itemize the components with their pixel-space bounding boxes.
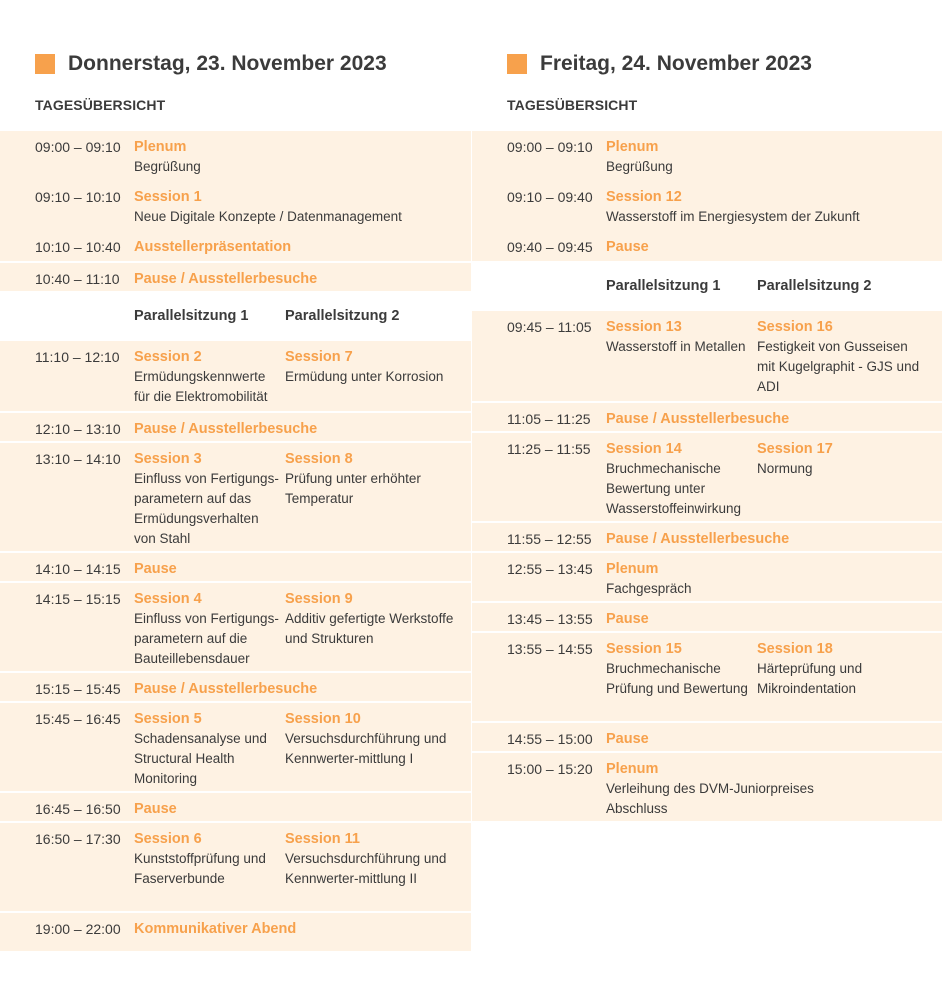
row-label-1: Session 13 bbox=[606, 319, 682, 335]
schedule-row bbox=[472, 403, 942, 431]
row-label: Pause / Ausstellerbesuche bbox=[134, 681, 318, 697]
row-desc-2: Additiv gefertigte Werkstoffe und Strukturen bbox=[285, 611, 454, 646]
day-title bbox=[507, 52, 812, 76]
row-time: 14:55 – 15:00 bbox=[507, 731, 593, 747]
row-time: 11:55 – 12:55 bbox=[507, 531, 592, 547]
row-time: 14:15 – 15:15 bbox=[35, 591, 121, 607]
row-label-1: Session 5 bbox=[134, 711, 202, 727]
row-label: Plenum bbox=[134, 139, 187, 155]
row-label: Plenum bbox=[606, 139, 659, 155]
row-time: 12:55 – 13:45 bbox=[507, 561, 593, 577]
row-label-2: Session 18 bbox=[757, 641, 833, 657]
row-label-1: Session 4 bbox=[134, 591, 202, 607]
schedule-row bbox=[0, 231, 471, 261]
schedule-row bbox=[0, 583, 471, 671]
row-label-1: Session 6 bbox=[134, 831, 202, 847]
day-title-text: Donnerstag, 23. November 2023 bbox=[68, 52, 387, 75]
row-desc-1: Bruchmechanische Prüfung und Bewertung bbox=[606, 661, 748, 696]
row-label-2: Session 8 bbox=[285, 451, 353, 467]
schedule-row bbox=[472, 181, 942, 231]
schedule-row bbox=[472, 433, 942, 521]
day-title bbox=[35, 52, 387, 76]
row-label: Pause / Ausstellerbesuche bbox=[606, 411, 790, 427]
schedule-row bbox=[0, 703, 471, 791]
row-desc-1: Kunststoffprüfung und Faserverbunde bbox=[134, 851, 266, 886]
row-desc: Fachgespräch bbox=[606, 581, 692, 596]
parallel-header-2: Parallelsitzung 2 bbox=[285, 308, 400, 324]
schedule-row bbox=[472, 311, 942, 401]
day-subtitle: TAGESÜBERSICHT bbox=[507, 97, 638, 113]
row-time: 10:10 – 10:40 bbox=[35, 239, 121, 255]
row-desc: Neue Digitale Konzepte / Datenmanagement bbox=[134, 209, 402, 224]
schedule-row bbox=[472, 553, 942, 601]
schedule-row bbox=[472, 231, 942, 261]
schedule-list bbox=[472, 131, 942, 821]
row-label-2: Session 16 bbox=[757, 319, 833, 335]
schedule-row bbox=[0, 673, 471, 701]
row-time: 13:55 – 14:55 bbox=[507, 641, 593, 657]
row-desc-2: Ermüdung unter Korrosion bbox=[285, 369, 444, 384]
schedule-row bbox=[0, 913, 471, 951]
row-label: Session 1 bbox=[134, 189, 202, 205]
schedule-row bbox=[0, 131, 471, 181]
schedule-row bbox=[0, 823, 471, 911]
row-time: 09:40 – 09:45 bbox=[507, 239, 593, 255]
row-label-1: Session 15 bbox=[606, 641, 682, 657]
row-time: 16:50 – 17:30 bbox=[35, 831, 121, 847]
row-desc-2: Versuchsdurchführung und Kennwerter-mittlung I bbox=[285, 731, 447, 766]
row-time: 10:40 – 11:10 bbox=[35, 271, 120, 287]
row-desc-1: Einfluss von Fertigungs-parametern auf die Bauteillebensdauer bbox=[134, 611, 279, 666]
schedule-row bbox=[0, 553, 471, 581]
row-desc-1: Ermüdungskennwerte für die Elektromobilität bbox=[134, 369, 268, 404]
schedule-list bbox=[0, 131, 471, 951]
row-time: 09:00 – 09:10 bbox=[507, 139, 593, 155]
row-time: 19:00 – 22:00 bbox=[35, 921, 121, 937]
row-label-2: Session 7 bbox=[285, 349, 353, 365]
row-label-1: Session 3 bbox=[134, 451, 202, 467]
schedule-row bbox=[472, 753, 942, 821]
row-time: 09:10 – 10:10 bbox=[35, 189, 121, 205]
schedule-row bbox=[472, 633, 942, 721]
row-label: Kommunikativer Abend bbox=[134, 921, 297, 937]
day-title-text: Freitag, 24. November 2023 bbox=[540, 52, 812, 75]
row-label: Pause / Ausstellerbesuche bbox=[606, 531, 790, 547]
row-time: 09:00 – 09:10 bbox=[35, 139, 121, 155]
schedule-row bbox=[472, 523, 942, 551]
schedule-row bbox=[0, 181, 471, 231]
row-label: Pause / Ausstellerbesuche bbox=[134, 271, 318, 287]
row-time: 15:15 – 15:45 bbox=[35, 681, 121, 697]
row-label: Plenum bbox=[606, 561, 659, 577]
row-time: 11:05 – 11:25 bbox=[507, 411, 591, 427]
schedule-row bbox=[472, 603, 942, 631]
schedule-row bbox=[472, 131, 942, 181]
row-label: Pause bbox=[606, 239, 649, 255]
row-label-2: Session 9 bbox=[285, 591, 353, 607]
row-label: Pause bbox=[134, 561, 177, 577]
row-time: 12:10 – 13:10 bbox=[35, 421, 121, 437]
row-desc: Begrüßung bbox=[606, 159, 673, 174]
day-subtitle: TAGESÜBERSICHT bbox=[35, 97, 166, 113]
parallel-header-row bbox=[0, 291, 471, 341]
schedule-row bbox=[0, 263, 471, 291]
row-time: 13:10 – 14:10 bbox=[35, 451, 121, 467]
row-label-2: Session 11 bbox=[285, 831, 360, 847]
row-label: Ausstellerpräsentation bbox=[134, 239, 292, 255]
row-desc-2: Härteprüfung und Mikroindentation bbox=[757, 661, 863, 696]
parallel-header-1: Parallelsitzung 1 bbox=[134, 308, 249, 324]
row-desc-2: Versuchsdurchführung und Kennwerter-mittlung II bbox=[285, 851, 447, 886]
row-desc-1: Einfluss von Fertigungs-parametern auf das Ermüdungsverhalten von Stahl bbox=[134, 471, 279, 546]
schedule-row bbox=[0, 413, 471, 441]
row-desc: Wasserstoff im Energiesystem der Zukunft bbox=[606, 209, 860, 224]
row-time: 14:10 – 14:15 bbox=[35, 561, 121, 577]
schedule-row bbox=[0, 443, 471, 551]
row-desc: Begrüßung bbox=[134, 159, 201, 174]
orange-square-icon bbox=[35, 54, 55, 74]
row-time: 16:45 – 16:50 bbox=[35, 801, 121, 817]
row-time: 11:10 – 12:10 bbox=[35, 349, 120, 365]
row-label: Pause bbox=[606, 731, 649, 747]
row-time: 13:45 – 13:55 bbox=[507, 611, 593, 627]
row-time: 15:00 – 15:20 bbox=[507, 761, 593, 777]
row-time: 09:10 – 09:40 bbox=[507, 189, 593, 205]
orange-square-icon bbox=[507, 54, 527, 74]
row-time: 11:25 – 11:55 bbox=[507, 441, 591, 457]
row-desc-2: Normung bbox=[757, 461, 813, 476]
parallel-header-row bbox=[472, 261, 942, 311]
schedule-row bbox=[0, 793, 471, 821]
row-desc-1: Wasserstoff in Metallen bbox=[606, 339, 746, 354]
parallel-header-2: Parallelsitzung 2 bbox=[757, 278, 872, 294]
row-label-1: Session 2 bbox=[134, 349, 202, 365]
row-desc-1: Bruchmechanische Bewertung unter Wasserstoffeinwirkung bbox=[606, 461, 742, 516]
row-label-2: Session 10 bbox=[285, 711, 361, 727]
row-desc: Verleihung des DVM-Juniorpreises Abschluss bbox=[606, 781, 814, 816]
row-desc-2: Prüfung unter erhöhter Temperatur bbox=[285, 471, 421, 506]
row-label-2: Session 17 bbox=[757, 441, 833, 457]
row-label: Session 12 bbox=[606, 189, 682, 205]
row-desc-2: Festigkeit von Gusseisen mit Kugelgraphit - GJS und ADI bbox=[757, 339, 920, 394]
schedule-row bbox=[472, 723, 942, 751]
schedule-row bbox=[0, 341, 471, 411]
row-label: Pause bbox=[606, 611, 649, 627]
row-label: Pause / Ausstellerbesuche bbox=[134, 421, 318, 437]
row-time: 09:45 – 11:05 bbox=[507, 319, 592, 335]
row-label-1: Session 14 bbox=[606, 441, 682, 457]
row-time: 15:45 – 16:45 bbox=[35, 711, 121, 727]
row-desc-1: Schadensanalyse und Structural Health Monitoring bbox=[134, 731, 267, 786]
parallel-header-1: Parallelsitzung 1 bbox=[606, 278, 721, 294]
row-label: Plenum bbox=[606, 761, 659, 777]
row-label: Pause bbox=[134, 801, 177, 817]
